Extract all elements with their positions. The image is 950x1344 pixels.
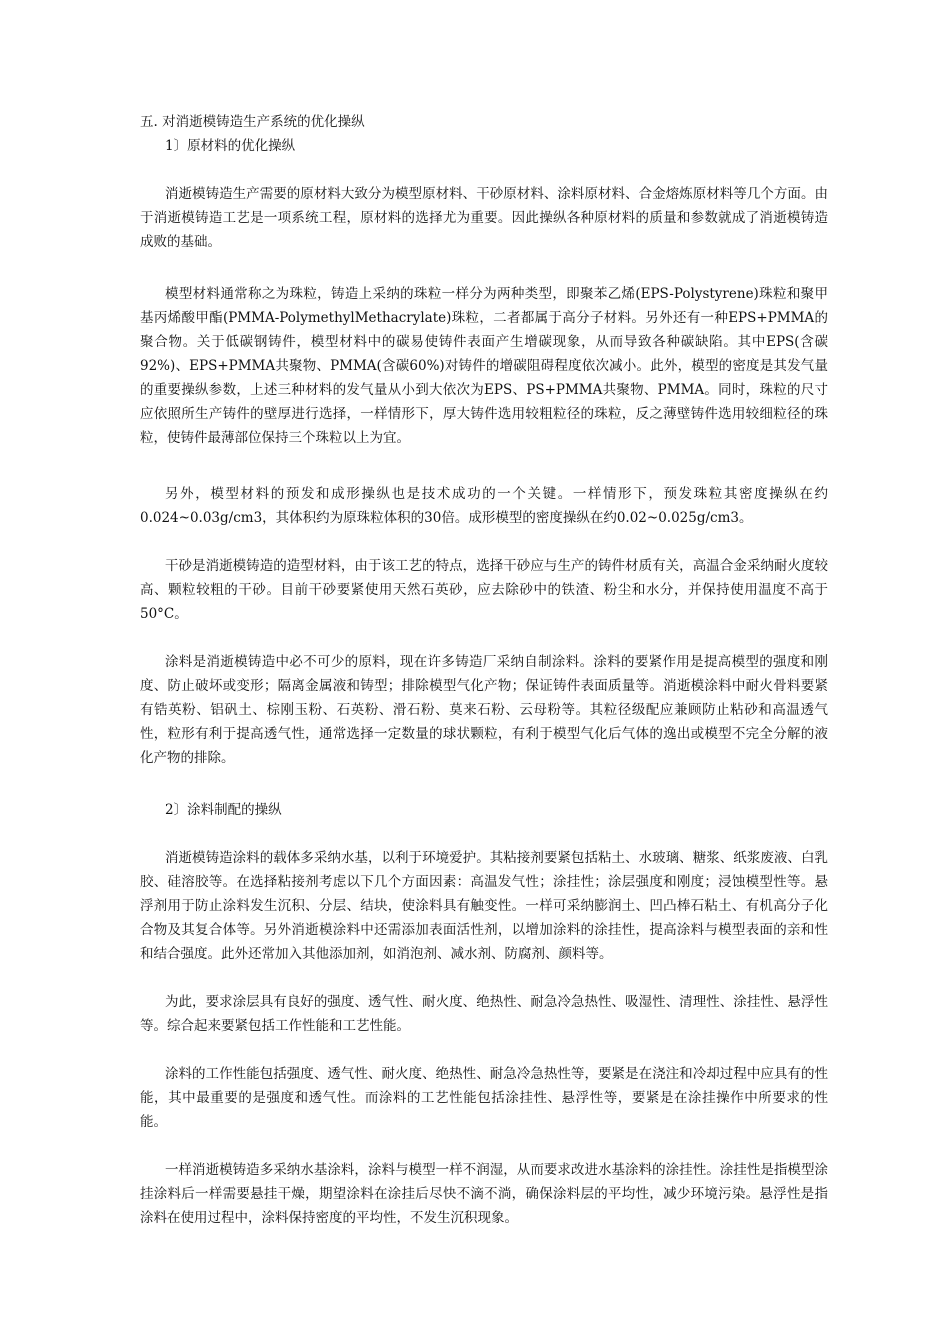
paragraph-coating-carrier: 消逝模铸造涂料的载体多采纳水基，以利于环境爱护。其粘接剂要紧包括粘土、水玻璃、糖浆、纸浆废液、白乳胶、硅溶胶等。在选择粘接剂考虑以下几个方面因素：高温发气性；涂挂性；涂层强度和刚度；浸蚀模型性等。悬浮剂用于防止涂料发生沉积、分层、结块，使涂料具有触变性。一样可采纳膨润土、凹凸棒石粘土、有机高分子化合物及其复合体等。另外消逝模涂料中还需添加表面活性剂，以增加涂料的涂挂性，提高涂料与模型表面的亲和性和结合强度。此外还常加入其他添加剂，如消泡剂、减水剂、防腐剂、颜料等。	[140, 850, 828, 962]
paragraph-coating-performance: 涂料的工作性能包括强度、透气性、耐火度、绝热性、耐急冷急热性等，要紧是在浇注和冷却过程中应具有的性能，其中最重要的是强度和透气性。而涂料的工艺性能包括涂挂性、悬浮性等，要紧是在涂挂操作中所要求的性能。	[140, 1066, 828, 1130]
paragraph-pre-expansion: 另外，模型材料的预发和成形操纵也是技术成功的一个关键。一样情形下，预发珠粒其密度操纵在约0.024~0.03g/cm3，其体积约为原珠粒体积的30倍。成形模型的密度操纵在约0.02~0.025g/cm3。	[140, 486, 828, 526]
paragraph-dry-sand: 干砂是消逝模铸造的造型材料，由于该工艺的特点，选择干砂应与生产的铸件材质有关，高温合金采纳耐火度较高、颗粒较粗的干砂。目前干砂要紧使用天然石英砂，应去除砂中的铁渣、粉尘和水分，并保持使用温度不高于50°C。	[140, 558, 828, 622]
paragraph-model-materials: 模型材料通常称之为珠粒，铸造上采纳的珠粒一样分为两种类型，即聚苯乙烯(EPS-Polystyrene)珠粒和聚甲基丙烯酸甲酯(PMMA-PolymethylMethacrylate)珠粒，二者都属于高分子材料。另外还有一种EPS+PMMA的聚合物。关于低碳钢铸件，模型材料中的碳易使铸件表面产生增碳现象，从而导致各种碳缺陷。其中EPS(含碳92%)、EPS+PMMA共聚物、PMMA(含碳60%)对铸件的增碳阻碍程度依次减小。此外，模型的密度是其发气量的重要操纵参数，上述三种材料的发气量从小到大依次为EPS、PS+PMMA共聚物、PMMA。同时，珠粒的尺寸应依照所生产铸件的壁厚进行选择，一样情形下，厚大铸件选用较粗粒径的珠粒，反之薄壁铸件选用较细粒径的珠粒，使铸件最薄部位保持三个珠粒以上为宜。	[140, 286, 828, 446]
subsection-title-coating-preparation: 2〕涂料制配的操纵	[165, 802, 282, 818]
paragraph-coating-requirements: 为此，要求涂层具有良好的强度、透气性、耐火度、绝热性、耐急冷急热性、吸湿性、清理性、涂挂性、悬浮性等。综合起来要紧包括工作性能和工艺性能。	[140, 994, 828, 1034]
paragraph-coating: 涂料是消逝模铸造中必不可少的原料，现在许多铸造厂采纳自制涂料。涂料的要紧作用是提高模型的强度和刚度、防止破坏或变形；隔离金属液和铸型；排除模型气化产物；保证铸件表面质量等。消逝模涂料中耐火骨料要紧有锆英粉、铝矾土、棕刚玉粉、石英粉、滑石粉、莫来石粉、云母粉等。其粒径级配应兼顾防止粘砂和高温透气性，粒形有利于提高透气性，通常选择一定数量的球状颗粒，有利于模型气化后气体的逸出或模型不完全分解的液化产物的排除。	[140, 654, 828, 766]
subsection-title-raw-materials: 1〕原材料的优化操纵	[165, 138, 296, 154]
paragraph-water-based-coating: 一样消逝模铸造多采纳水基涂料，涂料与模型一样不润湿，从而要求改进水基涂料的涂挂性。涂挂性是指模型涂挂涂料后一样需要悬挂干燥，期望涂料在涂挂后尽快不滴不淌，确保涂料层的平均性，减少环境污染。悬浮性是指涂料在使用过程中，涂料保持密度的平均性，不发生沉积现象。	[140, 1162, 828, 1226]
paragraph-raw-materials-intro: 消逝模铸造生产需要的原材料大致分为模型原材料、干砂原材料、涂料原材料、合金熔炼原材料等几个方面。由于消逝模铸造工艺是一项系统工程，原材料的选择尤为重要。因此操纵各种原材料的质量和参数就成了消逝模铸造成败的基础。	[140, 186, 828, 250]
section-title: 五. 对消逝模铸造生产系统的优化操纵	[140, 114, 365, 130]
